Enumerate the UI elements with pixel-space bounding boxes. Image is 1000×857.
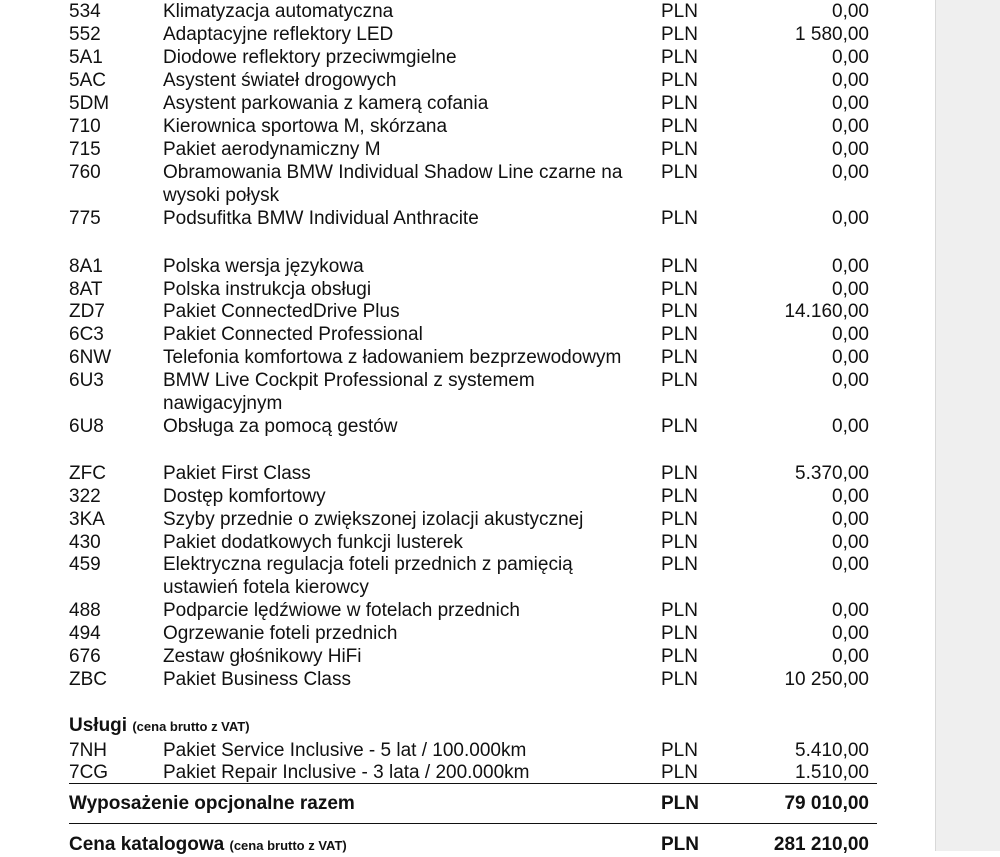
currency: PLN (661, 116, 698, 137)
option-price: 0,00 (832, 1, 869, 22)
option-price: 0,00 (832, 600, 869, 621)
currency: PLN (661, 93, 698, 114)
option-price: 1 580,00 (795, 24, 869, 45)
option-description: Pakiet Connected Professional (163, 324, 423, 345)
option-price: 0,00 (832, 208, 869, 229)
currency: PLN (661, 623, 698, 644)
option-code: 322 (69, 486, 101, 507)
service-price: 1.510,00 (795, 762, 869, 783)
option-code: 534 (69, 1, 101, 22)
option-description: Pakiet dodatkowych funkcji lusterek (163, 532, 463, 553)
currency: PLN (661, 1, 698, 22)
option-description: Szyby przednie o zwiększonej izolacji akustycznej (163, 509, 584, 530)
option-code: 676 (69, 646, 101, 667)
option-code: 5A1 (69, 47, 103, 68)
option-description: Polska wersja językowa (163, 256, 364, 277)
option-description: Adaptacyjne reflektory LED (163, 24, 394, 45)
option-code: 8A1 (69, 256, 103, 277)
option-price: 0,00 (832, 347, 869, 368)
option-description: Asystent świateł drogowych (163, 70, 397, 91)
currency: PLN (661, 834, 699, 855)
option-description: Zestaw głośnikowy HiFi (163, 646, 362, 667)
currency: PLN (661, 301, 698, 322)
optional-total-value: 79 010,00 (784, 793, 869, 814)
option-price: 0,00 (832, 162, 869, 183)
side-panel (935, 0, 1000, 851)
option-price: 0,00 (832, 486, 869, 507)
option-code: 6NW (69, 347, 112, 368)
option-code: 552 (69, 24, 101, 45)
option-code: 715 (69, 139, 101, 160)
option-description: BMW Live Cockpit Professional z systemem nawigacyjnym (163, 370, 535, 414)
currency: PLN (661, 416, 698, 437)
option-description: Polska instrukcja obsługi (163, 279, 372, 300)
divider (69, 823, 877, 824)
option-price: 0,00 (832, 256, 869, 277)
option-description: Dostęp komfortowy (163, 486, 326, 507)
option-description: Pakiet aerodynamiczny M (163, 139, 381, 160)
option-code: ZBC (69, 669, 107, 690)
option-description: Podsufitka BMW Individual Anthracite (163, 208, 479, 229)
currency: PLN (661, 486, 698, 507)
option-price: 0,00 (832, 623, 869, 644)
currency: PLN (661, 600, 698, 621)
option-price: 0,00 (832, 139, 869, 160)
option-code: 494 (69, 623, 101, 644)
option-price: 0,00 (832, 509, 869, 530)
services-heading-note: (cena brutto z VAT) (132, 719, 250, 734)
option-description: Obramowania BMW Individual Shadow Line czarne na wysoki połysk (163, 162, 623, 206)
option-code: 5AC (69, 70, 106, 91)
option-description: Klimatyzacja automatyczna (163, 1, 394, 22)
option-price: 14.160,00 (784, 301, 869, 322)
option-description: Obsługa za pomocą gestów (163, 416, 398, 437)
option-description: Ogrzewanie foteli przednich (163, 623, 398, 644)
option-code: 6C3 (69, 324, 104, 345)
option-price: 5.370,00 (795, 463, 869, 484)
optional-total-label: Wyposażenie opcjonalne razem (69, 793, 355, 814)
currency: PLN (661, 463, 698, 484)
service-description: Pakiet Service Inclusive - 5 lat / 100.000km (163, 740, 527, 761)
option-description: Asystent parkowania z kamerą cofania (163, 93, 489, 114)
currency: PLN (661, 646, 698, 667)
services-heading-text: Usługi (69, 715, 128, 736)
option-code: ZD7 (69, 301, 105, 322)
currency: PLN (661, 279, 698, 300)
option-price: 0,00 (832, 279, 869, 300)
option-description: Telefonia komfortowa z ładowaniem bezprzewodowym (163, 347, 622, 368)
option-description: Elektryczna regulacja foteli przednich z pamięcią ustawień fotela kierowcy (163, 554, 573, 598)
currency: PLN (661, 669, 698, 690)
currency: PLN (661, 347, 698, 368)
catalog-price-label (69, 833, 347, 857)
option-description: Pakiet Business Class (163, 669, 351, 690)
option-price: 0,00 (832, 646, 869, 667)
option-description: Diodowe reflektory przeciwmgielne (163, 47, 457, 68)
catalog-price-value: 281 210,00 (773, 834, 869, 855)
service-price: 5.410,00 (795, 740, 869, 761)
option-price: 0,00 (832, 370, 869, 391)
option-price: 0,00 (832, 554, 869, 575)
service-description: Pakiet Repair Inclusive - 3 lata / 200.000km (163, 762, 530, 783)
option-description: Pakiet ConnectedDrive Plus (163, 301, 400, 322)
currency: PLN (661, 554, 698, 575)
option-code: 760 (69, 162, 101, 183)
option-price: 0,00 (832, 532, 869, 553)
option-code: 775 (69, 208, 101, 229)
option-code: 6U3 (69, 370, 104, 391)
currency: PLN (661, 70, 698, 91)
catalog-price-note: (cena brutto z VAT) (229, 838, 347, 853)
option-description: Kierownica sportowa M, skórzana (163, 116, 448, 137)
option-code: 430 (69, 532, 101, 553)
option-code: 488 (69, 600, 101, 621)
currency: PLN (661, 162, 698, 183)
option-description: Podparcie lędźwiowe w fotelach przednich (163, 600, 520, 621)
option-code: 6U8 (69, 416, 104, 437)
option-price: 0,00 (832, 70, 869, 91)
catalog-price-label-text: Cena katalogowa (69, 834, 225, 855)
currency: PLN (661, 793, 699, 814)
currency: PLN (661, 762, 698, 783)
option-price: 0,00 (832, 416, 869, 437)
option-price: 0,00 (832, 93, 869, 114)
option-code: 710 (69, 116, 101, 137)
option-price: 10 250,00 (784, 669, 869, 690)
option-code: 8AT (69, 279, 103, 300)
currency: PLN (661, 324, 698, 345)
currency: PLN (661, 256, 698, 277)
option-code: 5DM (69, 93, 110, 114)
currency: PLN (661, 740, 698, 761)
service-code: 7CG (69, 762, 109, 783)
option-code: 459 (69, 554, 101, 575)
option-code: 3KA (69, 509, 105, 530)
currency: PLN (661, 532, 698, 553)
currency: PLN (661, 370, 698, 391)
option-description: Pakiet First Class (163, 463, 311, 484)
option-price: 0,00 (832, 324, 869, 345)
option-code: ZFC (69, 463, 106, 484)
option-price: 0,00 (832, 116, 869, 137)
option-price: 0,00 (832, 47, 869, 68)
currency: PLN (661, 509, 698, 530)
service-code: 7NH (69, 740, 108, 761)
currency: PLN (661, 47, 698, 68)
currency: PLN (661, 24, 698, 45)
currency: PLN (661, 139, 698, 160)
currency: PLN (661, 208, 698, 229)
divider (69, 783, 877, 784)
services-heading (69, 714, 250, 738)
